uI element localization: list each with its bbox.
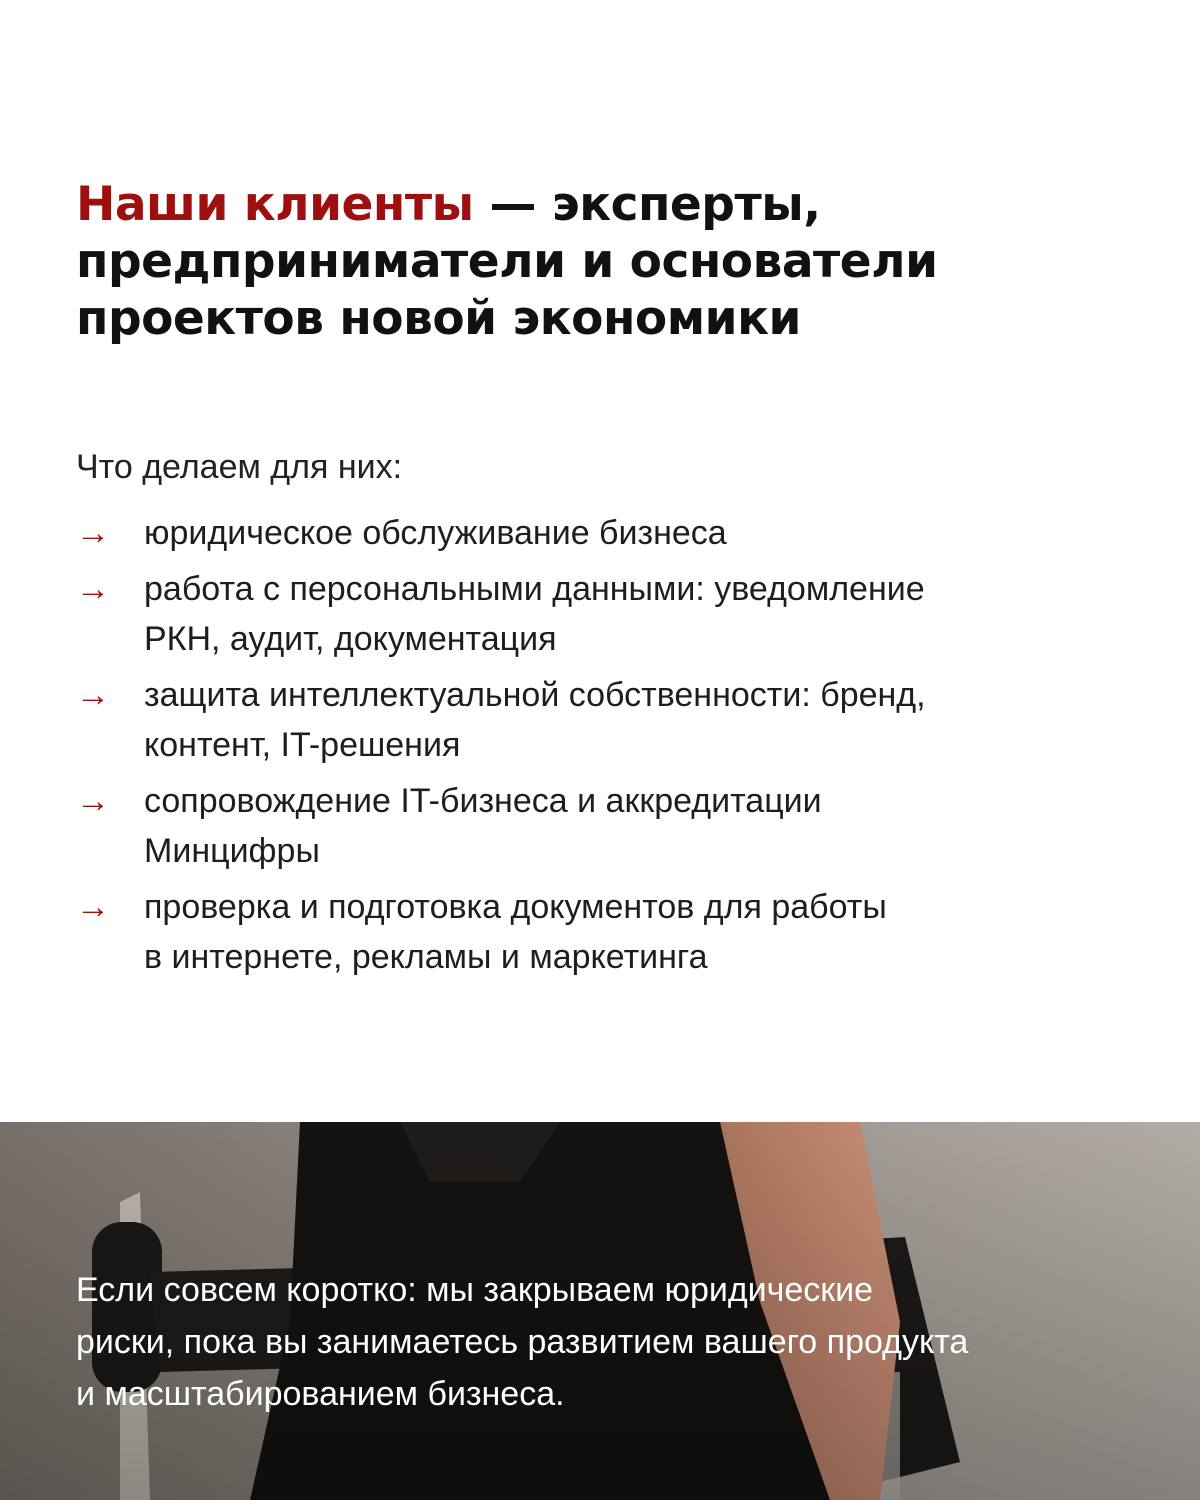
service-text: работа с персональными данными: уведомление РКН, аудит, документация bbox=[144, 570, 925, 658]
service-item bbox=[76, 508, 1136, 558]
arrow-right-icon: → bbox=[76, 514, 110, 552]
service-item bbox=[76, 882, 1136, 982]
service-text: сопровождение IT-бизнеса и аккредитации Минцифры bbox=[144, 782, 822, 870]
arrow-right-icon: → bbox=[76, 782, 110, 820]
arrow-right-icon: → bbox=[76, 570, 110, 608]
service-text: проверка и подготовка документов для работы в интернете, рекламы и маркетинга bbox=[144, 888, 887, 976]
headline-accent: Наши клиенты bbox=[76, 177, 474, 232]
service-text: юридическое обслуживание бизнеса bbox=[144, 514, 727, 552]
headline bbox=[76, 176, 1156, 347]
service-text: защита интеллектуальной собственности: бренд, контент, IT-решения bbox=[144, 676, 926, 764]
services-intro: Что делаем для них: bbox=[76, 448, 403, 486]
services-list bbox=[76, 508, 1136, 988]
service-item bbox=[76, 670, 1136, 770]
arrow-right-icon: → bbox=[76, 676, 110, 714]
service-item bbox=[76, 564, 1136, 664]
arrow-right-icon: → bbox=[76, 888, 110, 926]
summary-text: Если совсем коротко: мы закрываем юридические риски, пока вы занимаетесь развитием вашего продукта и масштабированием бизнеса. bbox=[76, 1271, 969, 1413]
headline-rest: — эксперты, предприниматели и основатели проектов новой экономики bbox=[76, 177, 938, 346]
service-item bbox=[76, 776, 1136, 876]
